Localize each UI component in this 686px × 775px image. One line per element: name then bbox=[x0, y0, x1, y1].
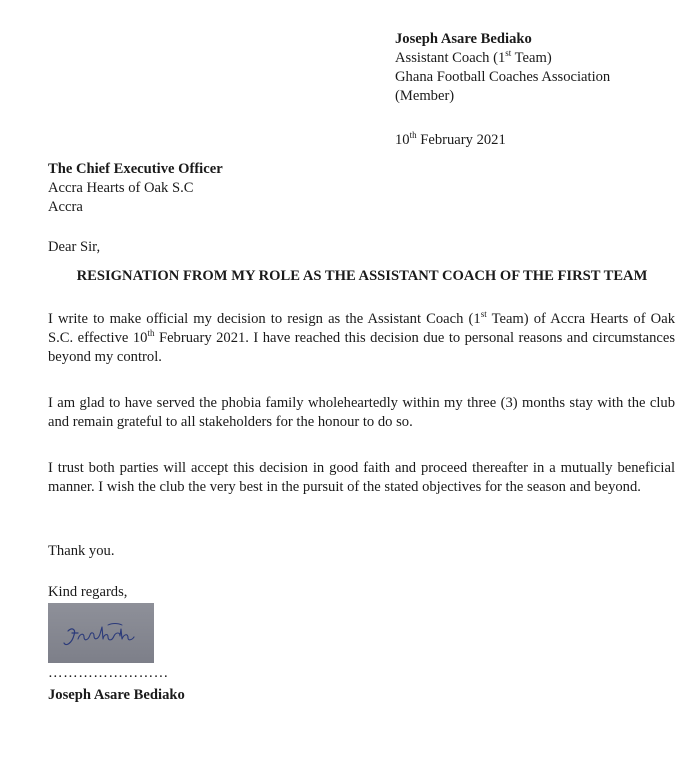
p1-sup-2: th bbox=[147, 328, 155, 339]
signature-image bbox=[48, 603, 154, 663]
sender-role-prefix: Assistant Coach (1 bbox=[395, 50, 506, 66]
date-day-sup: th bbox=[409, 130, 417, 141]
closing-thanks: Thank you. bbox=[48, 543, 115, 559]
recipient-city: Accra bbox=[48, 199, 83, 215]
p1-sup-1: st bbox=[480, 309, 487, 320]
closing-regards: Kind regards, bbox=[48, 584, 128, 600]
recipient-title: The Chief Executive Officer bbox=[48, 161, 223, 177]
sender-name: Joseph Asare Bediako bbox=[395, 31, 532, 47]
body-paragraph-1 bbox=[48, 310, 675, 367]
p1-part-b: Team) of Accra Hearts of Oak S.C. effective 10 bbox=[48, 311, 675, 346]
sender-role bbox=[395, 49, 610, 68]
recipient-block bbox=[48, 160, 223, 217]
p1-part-a: I write to make official my decision to resign as the Assistant Coach (1 bbox=[48, 311, 481, 327]
date-day: 10 bbox=[395, 132, 410, 148]
p1-part-c: February 2021. I have reached this decision due to personal reasons and circumstances beyond my control. bbox=[48, 330, 675, 365]
signature-line: …………………… bbox=[48, 665, 169, 681]
sender-block bbox=[395, 30, 610, 106]
sender-role-sup: st bbox=[505, 48, 512, 59]
subject-heading: RESIGNATION FROM MY ROLE AS THE ASSISTANT COACH OF THE FIRST TEAM bbox=[76, 268, 648, 284]
recipient-organization: Accra Hearts of Oak S.C bbox=[48, 180, 194, 196]
signoff-name: Joseph Asare Bediako bbox=[48, 687, 185, 703]
sender-role-suffix: Team) bbox=[511, 50, 552, 66]
salutation: Dear Sir, bbox=[48, 239, 101, 255]
body-paragraph-3: I trust both parties will accept this decision in good faith and proceed thereafter in a mutually beneficial manner. I wish the club the very best in the pursuit of the stated objectives for the season and beyond. bbox=[48, 460, 675, 495]
signature-scribble-icon bbox=[48, 603, 154, 663]
date-rest: February 2021 bbox=[416, 132, 506, 148]
letter-date bbox=[395, 131, 506, 150]
sender-organization: Ghana Football Coaches Association bbox=[395, 69, 611, 85]
sender-membership: (Member) bbox=[395, 88, 455, 104]
body-paragraph-2: I am glad to have served the phobia family wholeheartedly within my three (3) months stay with the club and remain grateful to all stakeholders for the honour to do so. bbox=[48, 395, 675, 430]
